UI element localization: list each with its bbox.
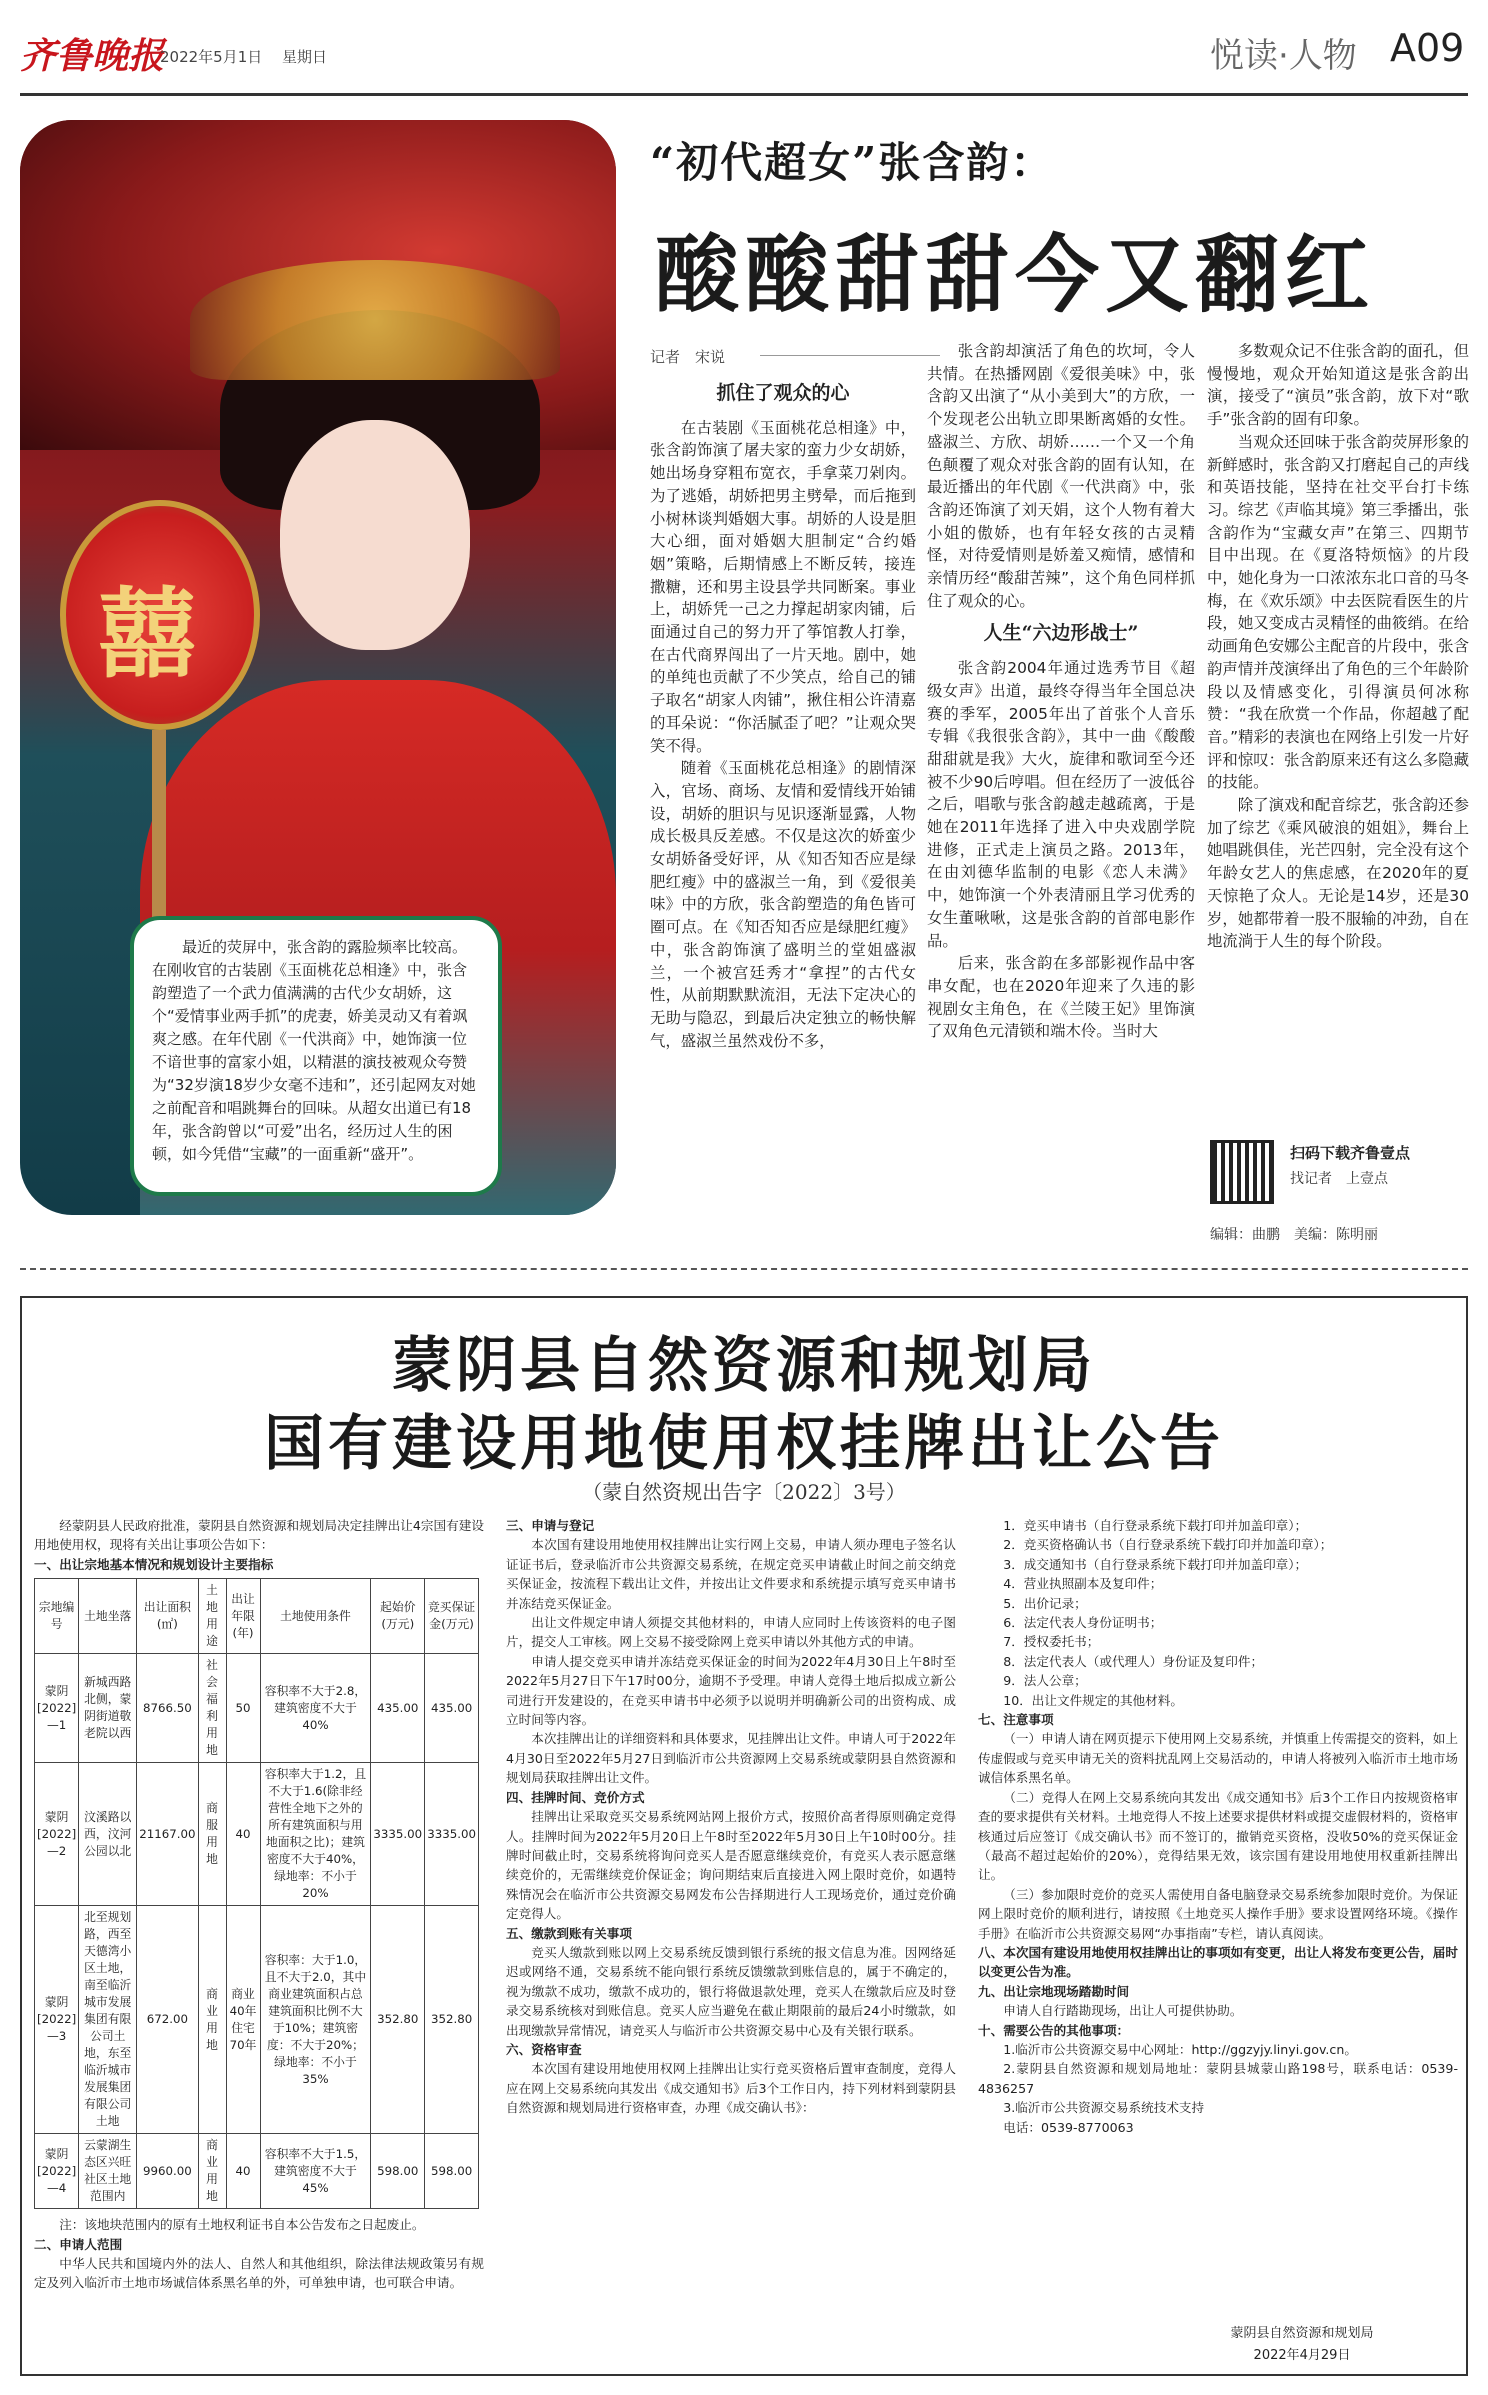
table-header-cell: 竞买保证金(万元) — [425, 1579, 479, 1654]
masthead-logo: 齐鲁晚报 — [20, 35, 165, 77]
paragraph: 多数观众记不住张含韵的面孔，但慢慢地，观众开始知道这是张含韵出演，接受了“演员”张含韵，放下对“歌手”张含韵的固有印象。 — [1207, 342, 1469, 429]
notice-column-1 — [34, 1516, 484, 2371]
notice-section-heading: 六、资格审查 — [506, 2041, 582, 2057]
notice-paragraph: 本次挂牌出让的详细资料和具体要求，见挂牌出让文件。申请人可于2022年4月30日至2022年5月27日到临沂市公共资源网上交易系统或蒙阴县自然资源和规划局获取挂牌出让文件。 — [506, 1731, 956, 1786]
notice-paragraph: （一）申请人请在网页提示下使用网上交易系统，并慎重上传需提交的资料，如上传虚假或与竞买申请无关的资料扰乱网上交易活动的，申请人将被列入临沂市土地市场诚信体系黑名单。 — [978, 1731, 1458, 1786]
article-kicker: “初代超女”张含韵： — [650, 138, 1055, 187]
table-cell: 598.00 — [371, 2134, 425, 2209]
table-cell: 435.00 — [371, 1654, 425, 1763]
table-cell: 商业40年住宅70年 — [226, 1906, 260, 2134]
table-cell: 商服用地 — [198, 1763, 226, 1906]
list-item: 5．出价记录； — [1003, 1595, 1087, 1611]
list-item: 3.临沂市公共资源交易系统技术支持 — [1003, 2100, 1205, 2116]
notice-paragraph: 申请人提交竞买申请并冻结竞买保证金的时间为2022年4月30日上午8时至2022年5月27日下午17时00分，逾期不予受理。申请人竞得土地后拟成立新公司进行开发建设的，在竞买申请书中必须予以说明并明确新公司的出资构成、成立时间等内容。 — [506, 1653, 956, 1728]
article-column-2 — [927, 340, 1195, 1252]
notice-column-2 — [506, 1516, 956, 2371]
subhead-hexagon-warrior: 人生“六边形战士” — [983, 622, 1139, 645]
section-name: 悦读·人物 — [1210, 36, 1357, 76]
table-cell: 商业用地 — [198, 2134, 226, 2209]
table-cell: 蒙阴[2022]—1 — [35, 1654, 79, 1763]
paragraph: 在古装剧《玉面桃花总相逢》中，张含韵饰演了屠夫家的蛮力少女胡娇，她出场身穿粗布宽衣，手拿菜刀剁肉。为了逃婚，胡娇把男主劈晕，而后拖到小树林谈判婚姻大事。胡娇的人设是胆大心细，面对婚姻大胆制定“合约婚姻”策略，后期情感上不断反转，接连撒糖，还和男主设县学共同断案。事业上，胡娇凭一己之力撑起胡家肉铺，后面通过自己的努力开了筝馆教人打拳，在古代商界闯出了一片天地。剧中，她的单纯也贡献了不少笑点，给自己的铺子取名“胡家人肉铺”，揪住相公许清嘉的耳朵说：“你活腻歪了吧？”让观众哭笑不得。 — [650, 418, 916, 755]
notice-section-heading: 四、挂牌时间、竞价方式 — [506, 1789, 645, 1805]
notice-paragraph: （三）参加限时竞价的竞买人需使用自备电脑登录交易系统参加限时竞价。为保证网上限时竞价的顺利进行，请按照《土地竞买人操作手册》要求设置网络环境。《操作手册》在临沂市公共资源交易网“办事指南”专栏，请认真阅读。 — [978, 1886, 1458, 1941]
table-cell: 商业用地 — [198, 1906, 226, 2134]
issue-date: 2022年5月1日 — [160, 48, 263, 66]
table-header-cell: 土地用途 — [198, 1579, 226, 1654]
list-item: 2.蒙阴县自然资源和规划局地址：蒙阴县城蒙山路198号，联系电话：0539-4836257 — [978, 2061, 1458, 2096]
table-header-cell: 宗地编号 — [35, 1579, 79, 1654]
table-cell: 352.80 — [371, 1906, 425, 2134]
table-cell: 蒙阴[2022]—2 — [35, 1763, 79, 1906]
notice-intro: 经蒙阴县人民政府批准，蒙阴县自然资源和规划局决定挂牌出让4宗国有建设用地使用权，现将有关出让事项公告如下： — [34, 1518, 484, 1553]
table-header-cell: 出让面积(㎡) — [137, 1579, 198, 1654]
notice-paragraph: 本次国有建设用地使用权挂牌出让实行网上交易，申请人须办理电子签名认证证书后，登录临沂市公共资源交易系统，在规定竞买申请截止时间之前交纳竞买保证金，按流程下载出让文件，并按出让文件要求和系统提示填写竞买申请书并冻结竞买保证金。 — [506, 1537, 956, 1611]
section-divider — [20, 1268, 1468, 1270]
list-item: 8．法定代表人（或代理人）身份证及复印件； — [1003, 1653, 1264, 1669]
list-item: 电话：0539-8770063 — [1003, 2119, 1134, 2135]
list-item: 9．法人公章； — [1003, 1673, 1087, 1689]
table-cell: 3335.00 — [371, 1763, 425, 1906]
table-cell: 40 — [226, 1763, 260, 1906]
table-cell: 汶溪路以西，汶河公园以北 — [79, 1763, 137, 1906]
page-header — [20, 0, 1468, 96]
table-cell: 新城西路北侧，蒙阴街道敬老院以西 — [79, 1654, 137, 1763]
notice-section-heading: 七、注意事项 — [978, 1712, 1054, 1728]
qr-code[interactable] — [1210, 1140, 1274, 1204]
table-header-cell: 土地使用条件 — [260, 1579, 371, 1654]
article-column-3 — [1207, 340, 1469, 1130]
photo-face — [280, 420, 470, 650]
table-header-cell: 土地坐落 — [79, 1579, 137, 1654]
qr-subcaption: 找记者 上壹点 — [1290, 1171, 1388, 1187]
notice-paragraph: 出让文件规定申请人须提交其他材料的，申请人应同时上传该资料的电子图片，提交人工审核。网上交易不接受除网上竞买申请以外其他方式的申请。 — [506, 1615, 956, 1650]
list-item: 7．授权委托书； — [1003, 1634, 1100, 1650]
list-item: 6．法定代表人身份证明书； — [1003, 1615, 1163, 1631]
list-item: 4．营业执照副本及复印件； — [1003, 1576, 1163, 1592]
table-header-cell: 起始价(万元) — [371, 1579, 425, 1654]
paragraph: 后来，张含韵在多部影视作品中客串女配，也在2020年迎来了久违的影视剧女主角色，在《兰陵王妃》里饰演了双角色元清锁和端木伶。当时大 — [927, 954, 1195, 1041]
notice-doc-number: （蒙自然资规出告字〔2022〕3号） — [582, 1480, 906, 1504]
article-byline: 记者 宋说 — [650, 348, 726, 366]
notice-signature-org: 蒙阴县自然资源和规划局 — [1230, 2326, 1374, 2341]
table-cell: 8766.50 — [137, 1654, 198, 1763]
table-cell: 北至规划路，西至天德湾小区土地，南至临沂城市发展集团有限公司土地，东至临沂城市发展集团有限公司土地 — [79, 1906, 137, 2134]
notice-section-heading: 五、缴款到账有关事项 — [506, 1925, 632, 1941]
notice-section-heading: 三、申请与登记 — [506, 1518, 595, 1533]
article-column-1 — [650, 372, 916, 1252]
paragraph: 张含韵却演活了角色的坎坷，令人共情。在热播网剧《爱很美味》中，张含韵又出演了“从小美到大”的方欣，一个发现老公出轨立即果断离婚的女性。盛淑兰、方欣、胡娇……一个又一个角色颠覆了观众对张含韵的固有认知，在最近播出的年代剧《一代洪商》中，张含韵还饰演了刘天娟，这个人物有着大小姐的傲娇，也有年轻女孩的古灵精怪，对待爱情则是娇羞又痴情，感情和亲情历经“酸甜苦辣”，这个角色同样抓住了观众的心。 — [927, 342, 1195, 610]
notice-section-heading: 二、申请人范围 — [34, 2236, 123, 2252]
table-header-cell: 出让年限(年) — [226, 1579, 260, 1654]
qr-caption: 扫码下载齐鲁壹点 — [1290, 1144, 1411, 1162]
land-parcel-table — [34, 1578, 479, 2209]
table-header-row — [35, 1579, 479, 1654]
list-item: 1.临沂市公共资源交易中心网址：http://ggzyjy.linyi.gov.cn。 — [1003, 2041, 1357, 2057]
notice-paragraph: 挂牌出让采取竞买交易系统网站网上报价方式，按照价高者得原则确定竞得人。挂牌时间为2022年5月20日上午8时至2022年5月30日上午10时00分。挂牌时间截止时，交易系统将询问竞买人是否愿意继续竞价，有竞买人表示愿意继续竞价的，无需继续竞价保证金；询问期结束后直接进入网上限时竞价，如遇特殊情况会在临沂市公共资源交易网发布公告择期进行人工现场竞价，通过竞价确定竞得人。 — [506, 1809, 956, 1922]
list-item: 1．竞买申请书（自行登录系统下载打印并加盖印章）； — [1003, 1518, 1308, 1533]
table-cell: 40 — [226, 2134, 260, 2209]
issue-weekday: 星期日 — [282, 48, 328, 66]
notice-paragraph: （二）竞得人在网上交易系统向其发出《成交通知书》后3个工作日内按规资格审查的要求提供有关材料。土地竞得人不按上述要求提供材料或提交虚假材料的，资格审核通过后应签订《成交确认书》而不签订的，撤销竞买资格，没收50%的竞买保证金（最高不超过起始价的20%），竞得结果无效，该宗国有建设用地使用权重新挂牌出让。 — [978, 1789, 1458, 1883]
notice-section-heading: 十、需要公告的其他事项： — [978, 2022, 1130, 2038]
table-cell: 云蒙湖生态区兴旺社区土地范围内 — [79, 2134, 137, 2209]
list-item: 10．出让文件规定的其他材料。 — [1003, 1692, 1183, 1708]
table-cell: 435.00 — [425, 1654, 479, 1763]
notice-signature-date: 2022年4月29日 — [1253, 2348, 1351, 2363]
table-cell: 容积率大于1.2，且不大于1.6(除非经营性全地下之外的所有建筑面积与用地面积之比)；建筑密度不大于40%，绿地率：不小于20% — [260, 1763, 371, 1906]
table-cell: 598.00 — [425, 2134, 479, 2209]
table-cell: 蒙阴[2022]—3 — [35, 1906, 79, 2134]
table-cell: 352.80 — [425, 1906, 479, 2134]
table-cell: 672.00 — [137, 1906, 198, 2134]
table-row — [35, 2134, 479, 2209]
table-cell: 50 — [226, 1654, 260, 1763]
paragraph: 张含韵2004年通过选秀节目《超级女声》出道，最终夺得当年全国总决赛的季军，2005年出了首张个人音乐专辑《我很张含韵》，其中一曲《酸酸甜甜就是我》大火，旋律和歌词至今还被不少90后哼唱。但在经历了一波低谷之后，唱歌与张含韵越走越疏离，于是她在2011年选择了进入中央戏剧学院进修，正式走上演员之路。2013年，在由刘德华监制的电影《恋人未满》中，她饰演一个外表清丽且学习优秀的女生董啾啾，这是张含韵的首部电影作品。 — [927, 659, 1195, 950]
table-row — [35, 1906, 479, 2134]
notice-paragraph: 竞买人缴款到账以网上交易系统反馈到银行系统的报文信息为准。因网络延迟或网络不通，交易系统不能向银行系统反馈缴款到账信息的，属于不确定的，视为缴款不成功，缴款不成功的，银行将做退款处理，竞买人在缴款后应及时登录交易系统核对到账信息。竞买人应当避免在截止期限前的最后24小时缴款，如出现缴款异常情况，请竞买人与临沂市公共资源交易中心及有关银行联系。 — [506, 1944, 956, 2038]
notice-title-org: 蒙阴县自然资源和规划局 — [392, 1331, 1096, 1401]
subhead-grab-audience: 抓住了观众的心 — [716, 382, 850, 404]
table-cell: 容积率不大于1.5，建筑密度不大于45% — [260, 2134, 371, 2209]
table-cell: 社会福利用地 — [198, 1654, 226, 1763]
table-cell: 3335.00 — [425, 1763, 479, 1906]
notice-column-3 — [978, 1516, 1458, 2316]
table-note: 注：该地块范围内的原有土地权利证书自本公告发布之日起废止。 — [59, 2217, 425, 2233]
editor-credits: 编辑：曲鹏 美编：陈明丽 — [1210, 1227, 1378, 1243]
photo-headdress — [190, 260, 560, 380]
table-cell: 容积率：大于1.0，且不大于2.0，其中商业建筑面积占总建筑面积比例不大于10%；建筑密度：不大于20%；绿地率：不小于35% — [260, 1906, 371, 2134]
notice-paragraph: 本次国有建设用地使用权网上挂牌出让实行竞买资格后置审查制度，竞得人应在网上交易系统向其发出《成交通知书》后3个工作日内，持下列材料到蒙阴县自然资源和规划局进行资格审查，办理《成交确认书》： — [506, 2061, 956, 2116]
photo-caption: 最近的荧屏中，张含韵的露脸频率比较高。在刚收官的古装剧《玉面桃花总相逢》中，张含韵塑造了一个武力值满满的古代少女胡娇，这个“爱情事业两手抓”的虎妻，娇美灵动又有着飒爽之感。在年代剧《一代洪商》中，她饰演一位不谙世事的富家小姐，以精湛的演技被观众夸赞为“32岁演18岁少女毫不违和”，还引起网友对她之前配音和唱跳舞台的回味。从超女出道已有18年，张含韵曾以“可爱”出名，经历过人生的困顿，如今凭借“宝藏”的一面重新“盛开”。 — [130, 916, 502, 1196]
paragraph: 除了演戏和配音综艺，张含韵还参加了综艺《乘风破浪的姐姐》，舞台上她唱跳俱佳，光芒四射，完全没有这个年龄女艺人的焦虑感，在2020年的夏天惊艳了众人。无论是14岁，还是30岁，她都带着一股不服输的冲劲，自在地流淌于人生的每个阶段。 — [1207, 796, 1469, 951]
byline-rule — [760, 355, 940, 356]
notice-section-heading: 八、本次国有建设用地使用权挂牌出让的事项如有变更，出让人将发布变更公告，届时以变更公告为准。 — [978, 1944, 1458, 1980]
notice-section-heading: 一、出让宗地基本情况和规划设计主要指标 — [34, 1556, 274, 1572]
paragraph: 当观众还回味于张含韵荧屏形象的新鲜感时，张含韵又打磨起自己的声线和英语技能，坚持在社交平台打卡练习。综艺《声临其境》第三季播出，张含韵作为“宝藏女声”在第三、四期节目中出现。在《夏洛特烦恼》的片段中，她化身为一口浓浓东北口音的马冬梅，在《欢乐颂》中去医院看医生的片段，她又变成古灵精怪的曲筱绡。在给动画角色安娜公主配音的片段中，张含韵声情并茂演绎出了角色的三个年龄阶段以及情感变化，引得演员何冰称赞：“我在欣赏一个作品，你超越了配音。”精彩的表演也在网络上引发一片好评和惊叹：张含韵原来还有这么多隐藏的技能。 — [1207, 432, 1469, 792]
page-number: A09 — [1390, 26, 1465, 70]
table-row — [35, 1763, 479, 1906]
paragraph: 随着《玉面桃花总相逢》的剧情深入，官场、商场、友情和爱情线开始铺设，胡娇的胆识与见识逐渐显露，人物成长极具反差感。不仅是这次的娇蛮少女胡娇备受好评，从《知否知否应是绿肥红瘦》中的盛淑兰一角，到《爱很美味》中的方欣，张含韵塑造的角色皆可圈可点。在《知否知否应是绿肥红瘦》中，张含韵饰演了盛明兰的堂姐盛淑兰，一个被宫廷秀才“拿捏”的古代女性，从前期默默流泪，无法下定决心的无助与隐忍，到最后决定独立的畅快解气，盛淑兰虽然戏份不多， — [650, 759, 916, 1050]
table-cell: 蒙阴[2022]—4 — [35, 2134, 79, 2209]
table-cell: 容积率不大于2.8，建筑密度不大于40% — [260, 1654, 371, 1763]
list-item: 2．竞买资格确认书（自行登录系统下载打印并加盖印章）； — [1003, 1537, 1333, 1553]
notice-paragraph: 申请人自行踏勘现场，出让人可提供协助。 — [1003, 2003, 1243, 2019]
table-cell: 9960.00 — [137, 2134, 198, 2209]
land-auction-notice — [20, 1296, 1468, 2376]
list-item: 3．成交通知书（自行登录系统下载打印并加盖印章）； — [1003, 1556, 1308, 1572]
fan-double-happiness: 囍 — [98, 577, 197, 692]
table-row — [35, 1654, 479, 1763]
article-headline: 酸酸甜甜今又翻红 — [655, 225, 1376, 324]
notice-section-heading: 九、出让宗地现场踏勘时间 — [978, 1983, 1130, 1999]
table-cell: 21167.00 — [137, 1763, 198, 1906]
notice-paragraph: 中华人民共和国境内外的法人、自然人和其他组织，除法律法规政策另有规定及列入临沂市土地市场诚信体系黑名单的外，可单独申请，也可联合申请。 — [34, 2256, 484, 2291]
notice-title-main: 国有建设用地使用权挂牌出让公告 — [264, 1409, 1224, 1479]
